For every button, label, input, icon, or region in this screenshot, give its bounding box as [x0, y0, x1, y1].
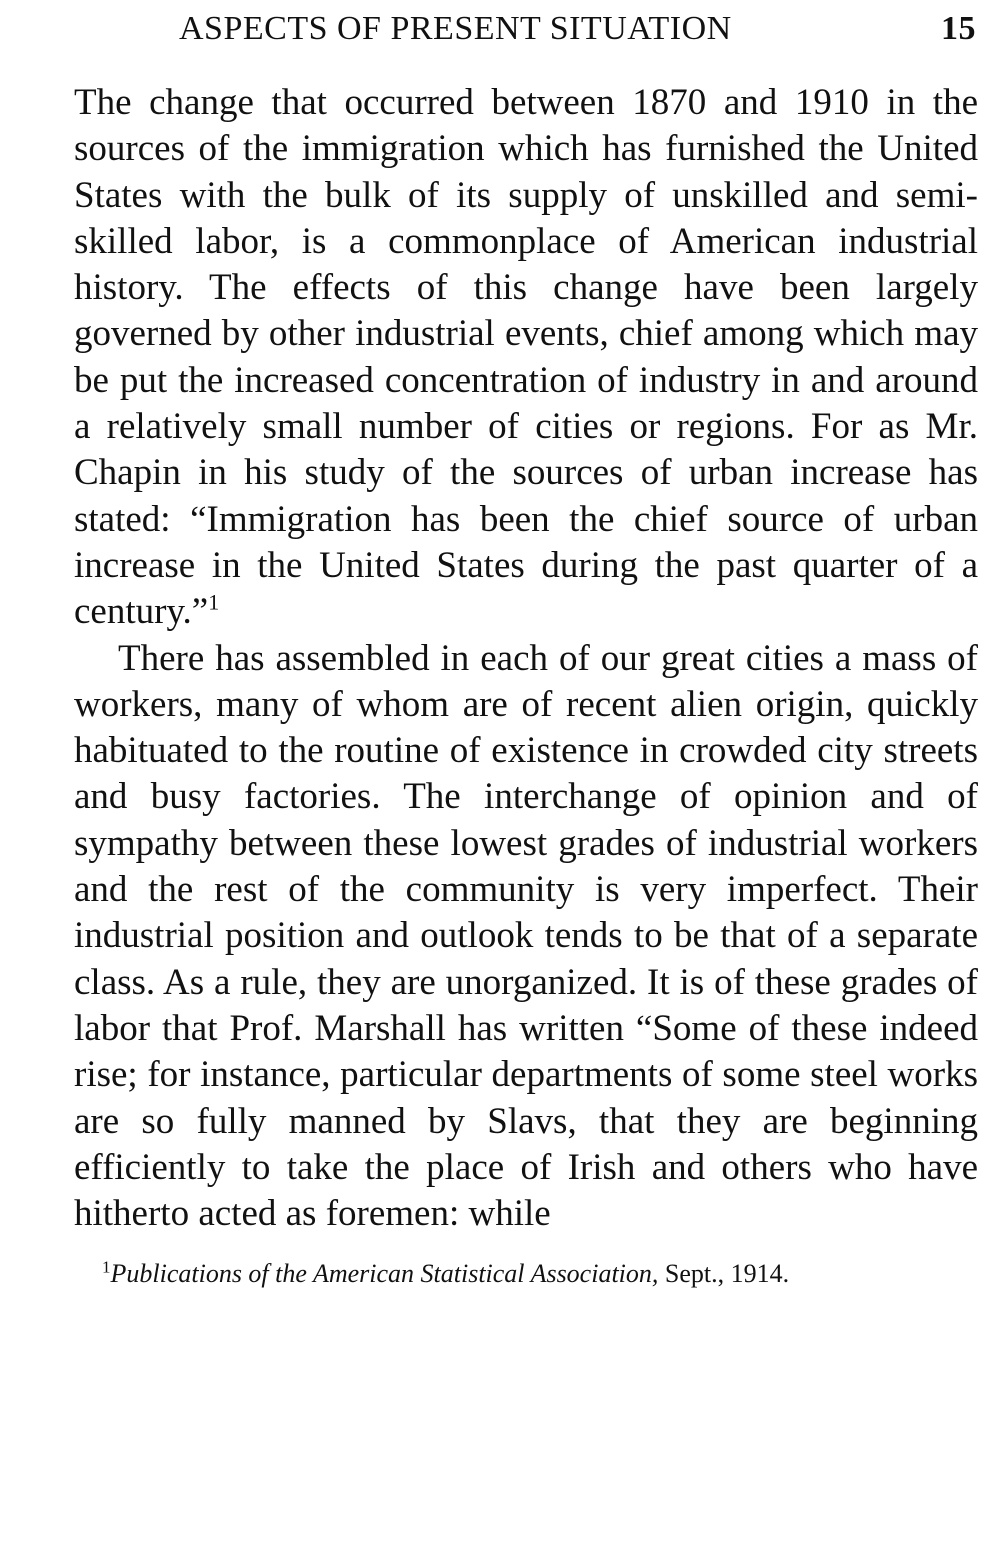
paragraph-2-text: There has assembled in each of our great cities a mass of workers, many of whom are of recent alien origin, quickly habituated to the routine of existence in crowded city streets and busy factories. The interchange of opinion and of sympathy between these lowest grades of industrial workers and the rest of the community is very imperfect. Their industrial position and outlook tends to be that of a separate class. As a rule, they are unorganized. It is of these grades of labor that Prof. Marshall has written “Some of these indeed rise; for instance, particular departments of some steel works are so fully manned by Slavs, that they are beginning efficiently to take the place of Irish and others who have hitherto acted as foremen: while: [74, 637, 978, 1235]
paragraph-1-text: The change that occurred between 1870 and 1910 in the sources of the immigration which has furnished the United States with the bulk of its supply of unskilled and semi-skilled labor, is a commonplace of American industrial history. The effects of this change have been largely governed by other industrial events, chief among which may be put the increased concentration of industry in and around a relatively small number of cities or regions. For as Mr. Chapin in his study of the sources of urban increase has stated: “Immigration has been the chief source of urban increase in the United States during the past quarter of a century.”: [74, 82, 978, 633]
footnote-reference: 1: [208, 589, 220, 615]
footnotes: [74, 1257, 978, 1290]
running-head: [74, 6, 978, 58]
footnote-source-date: Sept., 1914.: [658, 1259, 790, 1289]
body-paragraph-1: [74, 80, 978, 636]
footnote-mark: 1: [102, 1257, 111, 1277]
page-number: 15: [941, 10, 976, 47]
body-paragraph-2: [74, 636, 978, 1238]
footnote-1: [74, 1257, 978, 1290]
running-title: ASPECTS OF PRESENT SITUATION: [179, 10, 732, 47]
footnote-source-title: Publications of the American Statistical Association,: [110, 1259, 659, 1289]
book-page: [74, 6, 978, 1290]
